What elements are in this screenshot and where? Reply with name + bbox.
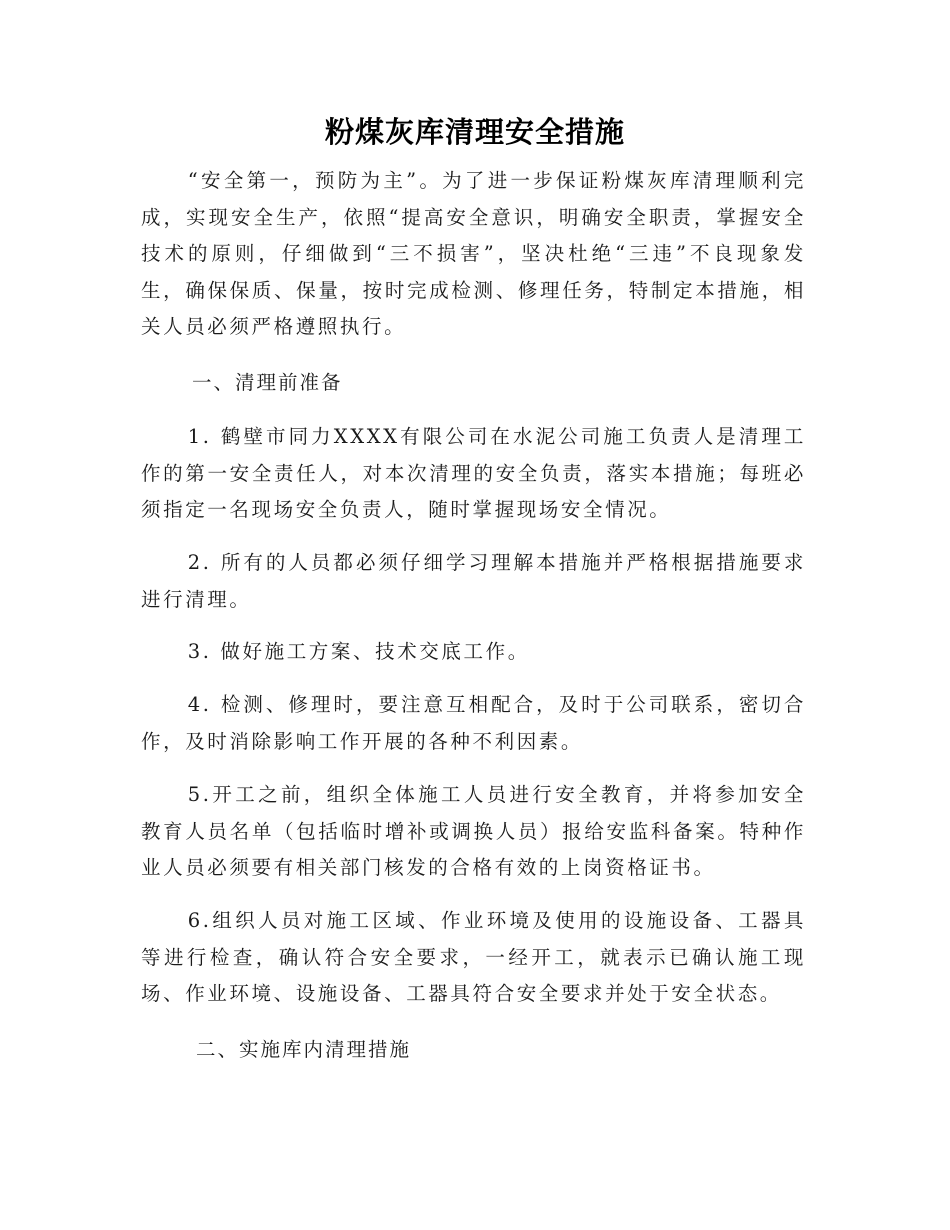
list-item: 6.组织人员对施工区域、作业环境及使用的设施设备、工器具等进行检查，确认符合安全要求，一经开工，就表示已确认施工现场、作业环境、设施设备、工器具符合安全要求并处于安全状态。 — [141, 909, 806, 1005]
section-heading-cleaning-measures: 二、实施库内清理措施 — [196, 1038, 412, 1061]
list-item: 3. 做好施工方案、技术交底工作。 — [187, 640, 530, 663]
list-item: 4. 检测、修理时，要注意互相配合，及时于公司联系，密切合作，及时消除影响工作开展的各种不利因素。 — [141, 693, 806, 753]
section-heading-preparation: 一、清理前准备 — [192, 371, 343, 394]
list-item: 1. 鹤壁市同力XXXX有限公司在水泥公司施工负责人是清理工作的第一安全责任人，对本次清理的安全负责，落实本措施；每班必须指定一名现场安全负责人，随时掌握现场安全情况。 — [141, 425, 806, 521]
document-title: 粉煤灰库清理安全措施 — [324, 115, 625, 149]
list-item: 2. 所有的人员都必须仔细学习理解本措施并严格根据措施要求进行清理。 — [141, 551, 806, 611]
list-item: 5.开工之前，组织全体施工人员进行安全教育，并将参加安全教育人员名单（包括临时增补或调换人员）报给安监科备案。特种作业人员必须要有相关部门核发的合格有效的上岗资格证书。 — [141, 783, 806, 879]
intro-paragraph: “安全第一，预防为主”。为了进一步保证粉煤灰库清理顺利完成，实现安全生产，依照“提高安全意识，明确安全职责，掌握安全技术的原则，仔细做到“三不损害”，坚决杜绝“三违”不良现象发生，确保保质、保量，按时完成检测、修理任务，特制定本措施，相关人员必须严格遵照执行。 — [141, 169, 806, 338]
